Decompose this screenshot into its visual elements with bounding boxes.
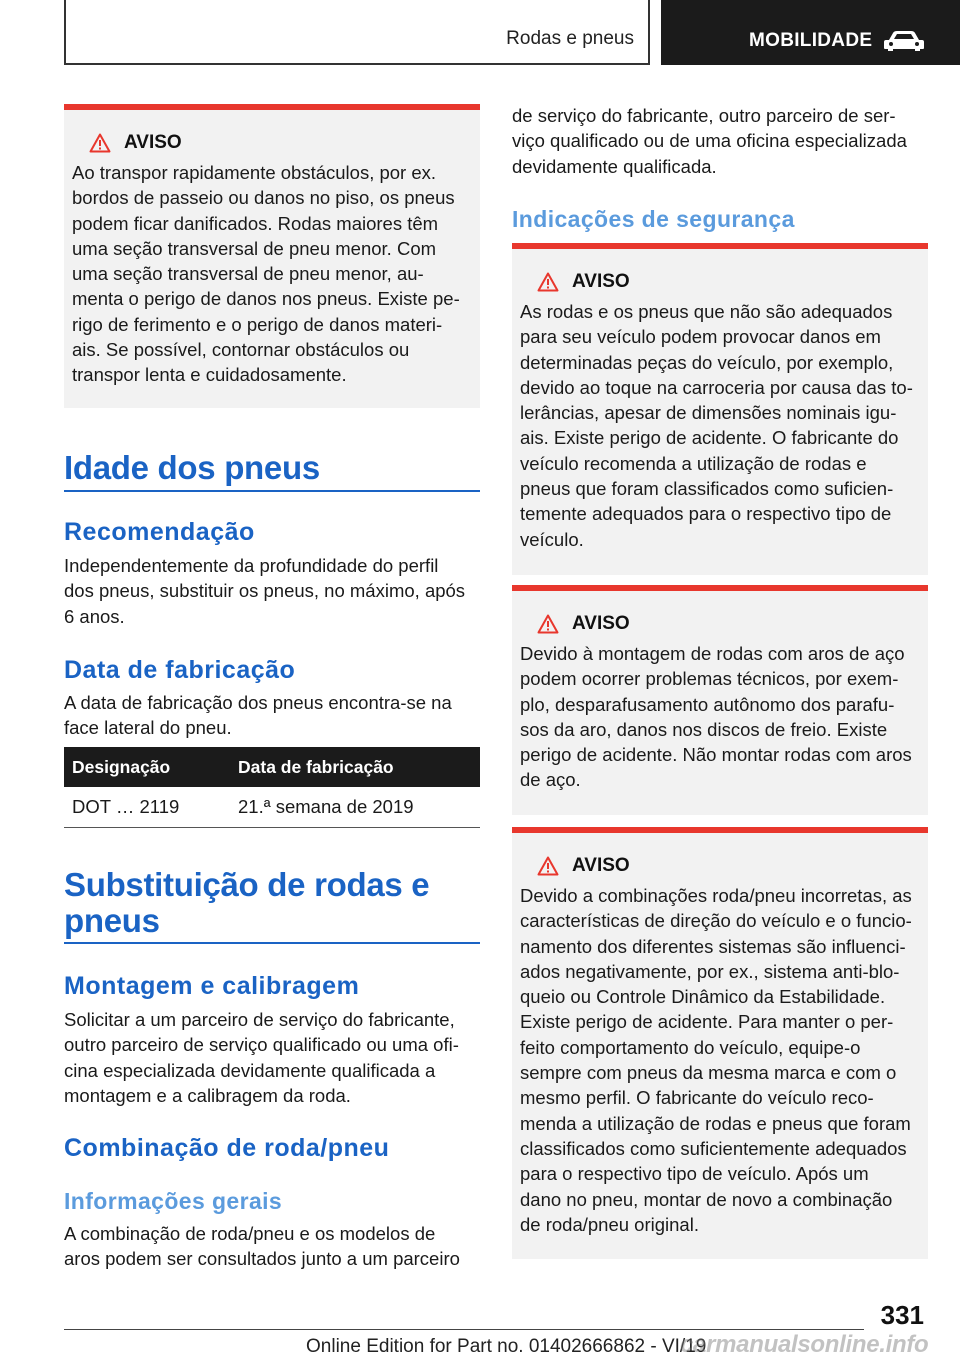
- header-chapter-tab: [661, 0, 960, 65]
- footer-rule: [64, 1329, 864, 1330]
- footer-edition: Online Edition for Part no. 01402666862 - VI/19: [306, 1336, 707, 1357]
- recomendacao-text: Independentemente da profundidade do perfil dos pneus, substituir os pneus, no máximo, após 6 anos.: [64, 555, 466, 627]
- warning-title: AVISO: [572, 271, 630, 292]
- subsection-title-recomendacao: Recomendação: [64, 518, 255, 546]
- watermark: carmanualsonline.info: [680, 1331, 929, 1358]
- warning-title: AVISO: [572, 855, 630, 876]
- section-rule: [64, 942, 480, 944]
- warning-title: AVISO: [572, 613, 630, 634]
- warning-text: Ao transpor rapidamente obstáculos, por ex. bordos de passeio ou danos no piso, os pneus podem ficar danificados. Rodas maiores têm uma seção transversal de pneu menor. Com uma seção transversal de pneu menor, au- menta o perigo de danos nos pneus. Existe pe- rigo de ferimento e o perigo de danos materi- ais. Se possível, contornar obstáculos ou transpor lenta e cuidadosamente.: [72, 162, 460, 386]
- subsection-title-seguranca: Indicações de segurança: [512, 206, 795, 232]
- table-row: [64, 787, 480, 827]
- subsection-title-combinacao: Combinação de roda/pneu: [64, 1134, 390, 1162]
- warning-box: [512, 585, 928, 815]
- header-section-tab: [64, 0, 650, 65]
- warning-box: [64, 104, 480, 408]
- info-text: A combinação de roda/pneu e os modelos de aros podem ser consultados junto a um parceiro: [64, 1223, 460, 1270]
- header-section-title: Rodas e pneus: [506, 28, 634, 49]
- subsection-title-montagem: Montagem e calibragem: [64, 972, 360, 1000]
- warning-triangle-icon: [537, 272, 559, 292]
- data-fabricacao-text: A data de fabricação dos pneus encontra-se na face lateral do pneu.: [64, 692, 452, 739]
- warning-box: [512, 827, 928, 1259]
- section-rule: [64, 490, 480, 492]
- warning-title: AVISO: [124, 132, 182, 153]
- warning-box: [512, 243, 928, 575]
- table-cell: DOT … 2119: [64, 787, 230, 827]
- header-chapter-title: MOBILIDADE: [749, 30, 873, 51]
- continued-text: de serviço do fabricante, outro parceiro de ser- viço qualificado ou de uma oficina especializada devidamente qualificada.: [512, 105, 907, 177]
- warning-text: Devido à montagem de rodas com aros de aço podem ocorrer problemas técnicos, por exem- plo, desparafusamento autônomo dos parafu- sos da aro, danos nos discos de freio. Existe perigo de acidente. Não montar rodas com aros de aço.: [520, 643, 912, 791]
- car-icon: [883, 30, 925, 52]
- warning-text: Devido a combinações roda/pneu incorretas, as características de direção do veículo e o funcio- namento dos diferentes sistemas são influenci- ados negativamente, por ex., sistema anti-blo- queio ou Controle Dinâmico da Estabilidade. Existe perigo de acidente. Para manter o per- feito comportamento do veículo, equipe-o sempre com pneus da mesma marca e com o mesmo perfil. O fabricante do veículo reco- menda a utilização de rodas e pneus que foram classificados como suficientemente adequados para o respectivo tipo de veículo. Após um dano no pneu, montar de novo a combinação de roda/pneu original.: [520, 885, 912, 1235]
- manufacture-date-table: [64, 747, 480, 828]
- page-number: 331: [880, 1300, 924, 1330]
- warning-triangle-icon: [89, 133, 111, 153]
- subsubsection-title-info: Informações gerais: [64, 1188, 283, 1214]
- warning-triangle-icon: [537, 614, 559, 634]
- table-header-data: Data de fabricação: [230, 747, 480, 787]
- table-header-designacao: Designação: [64, 747, 230, 787]
- section-title-substituicao: Substituição de rodas e pneus: [64, 866, 430, 939]
- montagem-text: Solicitar a um parceiro de serviço do fabricante, outro parceiro de serviço qualificado ou uma ofi- cina especializada devidamente qualificada a montagem e a calibragem da roda.: [64, 1009, 459, 1106]
- warning-triangle-icon: [537, 856, 559, 876]
- warning-text: As rodas e os pneus que não são adequados para seu veículo podem provocar danos em determinadas peças do veículo, por exemplo, devido ao toque na carroceria por causa das to- lerâncias, apesar de dimensões nominais igu- ais. Existe perigo de acidente. O fabricante do veículo recomenda a utilização de rodas e pneus que foram classificados como suficien- temente adequados para o respectivo tipo de veículo.: [520, 301, 913, 550]
- section-title-idade: Idade dos pneus: [64, 449, 320, 486]
- subsection-title-data-fabricacao: Data de fabricação: [64, 656, 296, 684]
- table-cell: 21.ª semana de 2019: [230, 787, 480, 827]
